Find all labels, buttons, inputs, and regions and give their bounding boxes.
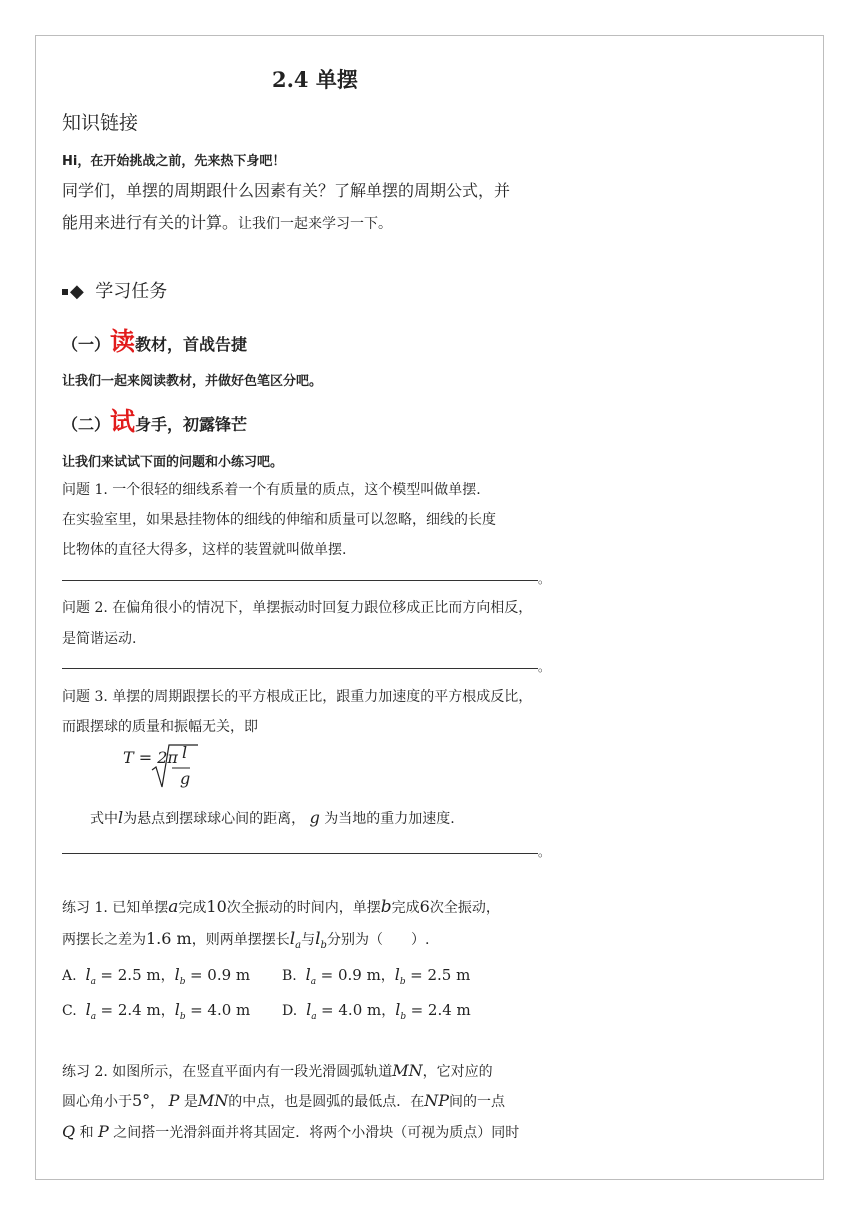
option-la-value: = 0.9 m bbox=[320, 966, 381, 984]
ex1-num-6: 6 bbox=[419, 897, 430, 916]
ex1-length-diff: 1.6 m bbox=[146, 929, 192, 948]
knowledge-link-heading: 知识链接 bbox=[62, 112, 139, 134]
ex1-option-b[interactable]: B. $l_a = 0.9$ m，$l_b = 2.5$ m bbox=[282, 965, 471, 987]
intro-line-2 bbox=[62, 210, 392, 233]
q2-answer-blank[interactable] bbox=[62, 668, 538, 669]
q1-line-2: 在实验室里，如果悬挂物体的细线的伸缩和质量可以忽略，细线的长度 bbox=[62, 512, 496, 528]
step-1-big-char: 读 bbox=[110, 327, 136, 356]
ex1-text-d: 完成 bbox=[391, 900, 420, 916]
ex1-line-2 bbox=[62, 929, 429, 951]
ex2-text-1b: ，它对应的 bbox=[422, 1064, 493, 1080]
ex1-text-2d: 分别为（ ）. bbox=[326, 932, 430, 948]
greeting-text: Hi，在开始挑战之前，先来热下身吧！ bbox=[62, 154, 286, 169]
ex1-text-2b: ，则两单摆摆长 bbox=[191, 932, 290, 948]
option-label: A. bbox=[62, 968, 77, 984]
ex1-text-b: 完成 bbox=[178, 900, 207, 916]
period-formula-lhs: T = 2π bbox=[123, 748, 178, 767]
ex2-text-3a: 和 bbox=[79, 1125, 94, 1141]
ex2-angle: 5° bbox=[132, 1091, 151, 1110]
q1-line-3: 比物体的直径大得多，这样的装置就叫做单摆. bbox=[62, 542, 347, 558]
ex1-text-c: 次全振动的时间内，单摆 bbox=[226, 900, 381, 916]
ex1-lb-sub: b bbox=[320, 939, 327, 951]
diamond-bullet-icon: ◆ bbox=[70, 281, 84, 302]
option-label: D. bbox=[282, 1003, 298, 1019]
ex2-var-NP: NP bbox=[424, 1091, 450, 1110]
intro-line-2b: 让我们一起来学习一下。 bbox=[238, 216, 393, 232]
formula-denominator: g bbox=[180, 769, 191, 788]
ex2-line-3 bbox=[62, 1122, 519, 1142]
ex2-line-1 bbox=[62, 1061, 493, 1081]
option-lb-value: = 2.5 m bbox=[410, 966, 471, 984]
sqrt-radical-icon bbox=[150, 742, 200, 792]
q2-blank-end: 。 bbox=[538, 660, 551, 674]
ex2-text-2e: 间的一点 bbox=[449, 1094, 506, 1110]
q3-answer-blank[interactable] bbox=[62, 853, 538, 854]
q3-note-a: 式中 bbox=[90, 811, 118, 827]
page-title: 2.4 单摆 bbox=[272, 67, 358, 92]
ex1-text-e: 次全振动， bbox=[429, 900, 500, 916]
step-2-desc: 让我们来试试下面的问题和小练习吧。 bbox=[62, 455, 284, 470]
q3-line-1: 问题 3. 单摆的周期跟摆长的平方根成正比，跟重力加速度的平方根成反比， bbox=[62, 689, 533, 705]
square-bullet-icon bbox=[62, 289, 68, 295]
ex1-var-b: b bbox=[380, 897, 392, 917]
ex2-text-2c: 是 bbox=[183, 1094, 198, 1110]
ex1-option-a[interactable]: A. $l_a = 2.5$ m，$l_b = 0.9$ m bbox=[62, 965, 251, 987]
option-lb-value: = 0.9 m bbox=[189, 966, 251, 984]
step-1-desc: 让我们一起来阅读教材，并做好色笔区分吧。 bbox=[62, 374, 323, 389]
step-1-rest: 教材，首战告捷 bbox=[135, 335, 248, 354]
ex2-text-2b: ， bbox=[150, 1094, 165, 1110]
q3-note-c: 为当地的重力加速度. bbox=[324, 811, 455, 827]
option-lb-value: = 4.0 m bbox=[190, 1001, 251, 1019]
ex1-lb: l bbox=[315, 929, 321, 949]
option-la-value: = 2.4 m bbox=[100, 1001, 161, 1019]
ex1-text-2a: 两摆长之差为 bbox=[62, 932, 146, 948]
ex2-var-P: P bbox=[168, 1091, 180, 1110]
ex2-var-MN: MN bbox=[392, 1061, 423, 1080]
intro-line-2a: 能用来进行有关的计算。 bbox=[62, 213, 239, 232]
ex2-var-MN2: MN bbox=[197, 1091, 229, 1110]
step-2-big-char: 试 bbox=[110, 407, 136, 436]
option-la-value: = 2.5 m bbox=[100, 966, 161, 984]
step-2-prefix: （二） bbox=[62, 415, 111, 434]
q3-blank-end: 。 bbox=[538, 845, 551, 859]
ex2-line-2 bbox=[62, 1091, 505, 1111]
ex2-text-1a: 练习 2. 如图所示，在竖直平面内有一段光滑圆弧轨道 bbox=[62, 1064, 393, 1080]
section-heading bbox=[62, 277, 167, 303]
q2-line-1: 问题 2. 在偏角很小的情况下，单摆振动时回复力跟位移成正比而方向相反， bbox=[62, 600, 533, 616]
step-1-heading bbox=[62, 322, 247, 358]
option-lb-value: = 2.4 m bbox=[410, 1001, 471, 1019]
ex1-text-a: 练习 1. 已知单摆 bbox=[62, 900, 169, 916]
option-label: C. bbox=[62, 1003, 77, 1019]
ex1-la-sub: a bbox=[295, 939, 302, 951]
step-2-heading bbox=[62, 402, 247, 438]
step-1-prefix: （一） bbox=[62, 335, 111, 354]
formula-numerator: l bbox=[182, 743, 188, 762]
q1-answer-blank[interactable] bbox=[62, 580, 538, 581]
ex1-line-1 bbox=[62, 897, 500, 917]
ex1-la: l bbox=[289, 929, 296, 949]
option-la-value: = 4.0 m bbox=[321, 1001, 382, 1019]
q3-note-b: 为悬点到摆球球心间的距离， bbox=[123, 811, 306, 827]
ex2-text-2a: 圆心角小于 bbox=[62, 1094, 132, 1110]
q2-line-2: 是简谐运动. bbox=[62, 631, 137, 647]
ex1-option-d[interactable]: D. $l_a = 4.0$ m，$l_b = 2.4$ m bbox=[282, 1000, 471, 1022]
q3-note-g: g bbox=[309, 808, 320, 827]
ex1-text-2c: 与 bbox=[301, 932, 316, 948]
ex1-option-c[interactable]: C. $l_a = 2.4$ m，$l_b = 4.0$ m bbox=[62, 1000, 251, 1022]
intro-line-1: 同学们，单摆的周期跟什么因素有关？了解单摆的周期公式，并 bbox=[62, 181, 511, 200]
step-2-rest: 身手，初露锋芒 bbox=[135, 415, 248, 434]
q3-note bbox=[90, 808, 455, 828]
q3-line-2: 而跟摆球的质量和振幅无关，即 bbox=[62, 719, 258, 735]
ex2-text-2d: 的中点，也是圆弧的最低点．在 bbox=[228, 1094, 425, 1110]
q1-blank-end: 。 bbox=[538, 572, 551, 586]
q1-line-1: 问题 1. 一个很轻的细线系着一个有质量的质点，这个模型叫做单摆. bbox=[62, 482, 481, 498]
ex2-var-Q: Q bbox=[62, 1122, 76, 1141]
ex2-var-P2: P bbox=[98, 1122, 109, 1141]
ex1-num-10: 10 bbox=[206, 897, 227, 916]
option-label: B. bbox=[282, 968, 297, 984]
ex2-text-3b: 之间搭一光滑斜面并将其固定．将两个小滑块（可视为质点）同时 bbox=[113, 1125, 520, 1141]
ex1-var-a: a bbox=[168, 897, 179, 917]
section-title: 学习任务 bbox=[95, 281, 168, 302]
q3-note-l: l bbox=[118, 808, 124, 827]
